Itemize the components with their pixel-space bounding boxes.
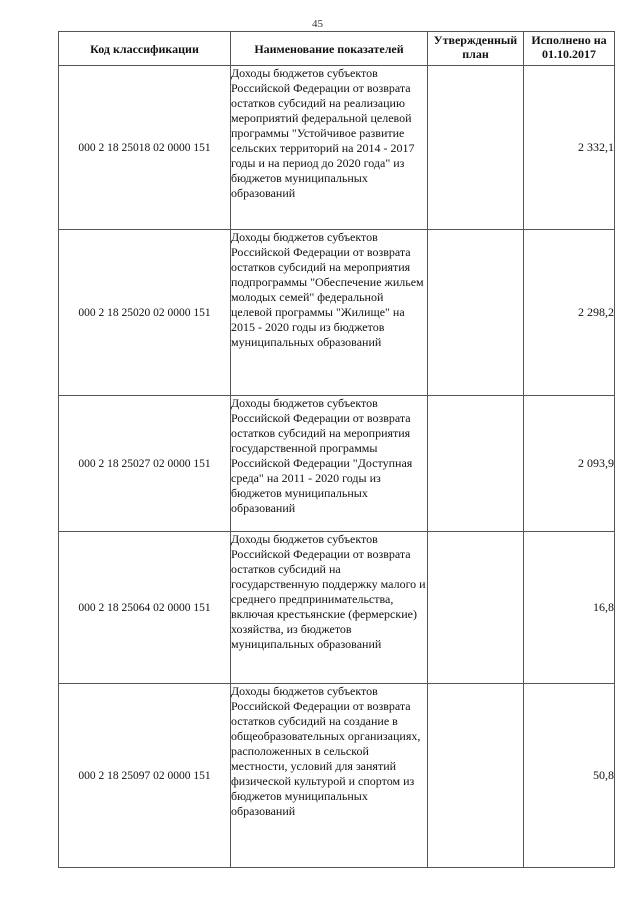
page-number: 45 bbox=[312, 18, 323, 30]
approved-plan-cell bbox=[428, 396, 524, 532]
table-header-row bbox=[59, 32, 615, 66]
budget-revenue-table bbox=[58, 31, 615, 868]
indicator-name-cell: Доходы бюджетов субъектов Российской Федерации от возврата остатков субсидий на создание в общеобразовательных организациях, расположенных в сельской местности, условий для занятий физической культурой и спортом из бюджетов муниципальных образований bbox=[231, 684, 428, 868]
approved-plan-cell bbox=[428, 684, 524, 868]
classification-code-cell: 000 2 18 25027 02 0000 151 bbox=[59, 396, 231, 532]
executed-value-cell: 50,8 bbox=[524, 684, 615, 868]
header-approved-plan: Утвержденный план bbox=[428, 32, 524, 66]
executed-value-cell: 2 298,2 bbox=[524, 230, 615, 396]
header-executed: Исполнено на 01.10.2017 bbox=[524, 32, 615, 66]
approved-plan-cell bbox=[428, 66, 524, 230]
indicator-name-cell: Доходы бюджетов субъектов Российской Федерации от возврата остатков субсидий на мероприятия государственной программы Российской Федерации "Доступная среда" на 2011 - 2020 годы из бюджетов муниципальных образований bbox=[231, 396, 428, 532]
approved-plan-cell bbox=[428, 230, 524, 396]
executed-value-cell: 2 093,9 bbox=[524, 396, 615, 532]
table-row bbox=[59, 684, 615, 868]
classification-code-cell: 000 2 18 25018 02 0000 151 bbox=[59, 66, 231, 230]
table-row bbox=[59, 66, 615, 230]
header-classification-code: Код классификации bbox=[59, 32, 231, 66]
table-row bbox=[59, 532, 615, 684]
classification-code-cell: 000 2 18 25097 02 0000 151 bbox=[59, 684, 231, 868]
header-indicator-name: Наименование показателей bbox=[231, 32, 428, 66]
table-row bbox=[59, 396, 615, 532]
executed-value-cell: 2 332,1 bbox=[524, 66, 615, 230]
approved-plan-cell bbox=[428, 532, 524, 684]
executed-value-cell: 16,8 bbox=[524, 532, 615, 684]
indicator-name-cell: Доходы бюджетов субъектов Российской Федерации от возврата остатков субсидий на государственную поддержку малого и среднего предпринимательства, включая крестьянские (фермерские) хозяйства, из бюджетов муниципальных образований bbox=[231, 532, 428, 684]
classification-code-cell: 000 2 18 25020 02 0000 151 bbox=[59, 230, 231, 396]
classification-code-cell: 000 2 18 25064 02 0000 151 bbox=[59, 532, 231, 684]
indicator-name-cell: Доходы бюджетов субъектов Российской Федерации от возврата остатков субсидий на мероприятия подпрограммы "Обеспечение жильем молодых семей" федеральной целевой программы "Жилище" на 2015 - 2020 годы из бюджетов муниципальных образований bbox=[231, 230, 428, 396]
table-row bbox=[59, 230, 615, 396]
indicator-name-cell: Доходы бюджетов субъектов Российской Федерации от возврата остатков субсидий на реализацию мероприятий федеральной целевой программы "Устойчивое развитие сельских территорий на 2014 - 2017 годы и на период до 2020 года" из бюджетов муниципальных образований bbox=[231, 66, 428, 230]
